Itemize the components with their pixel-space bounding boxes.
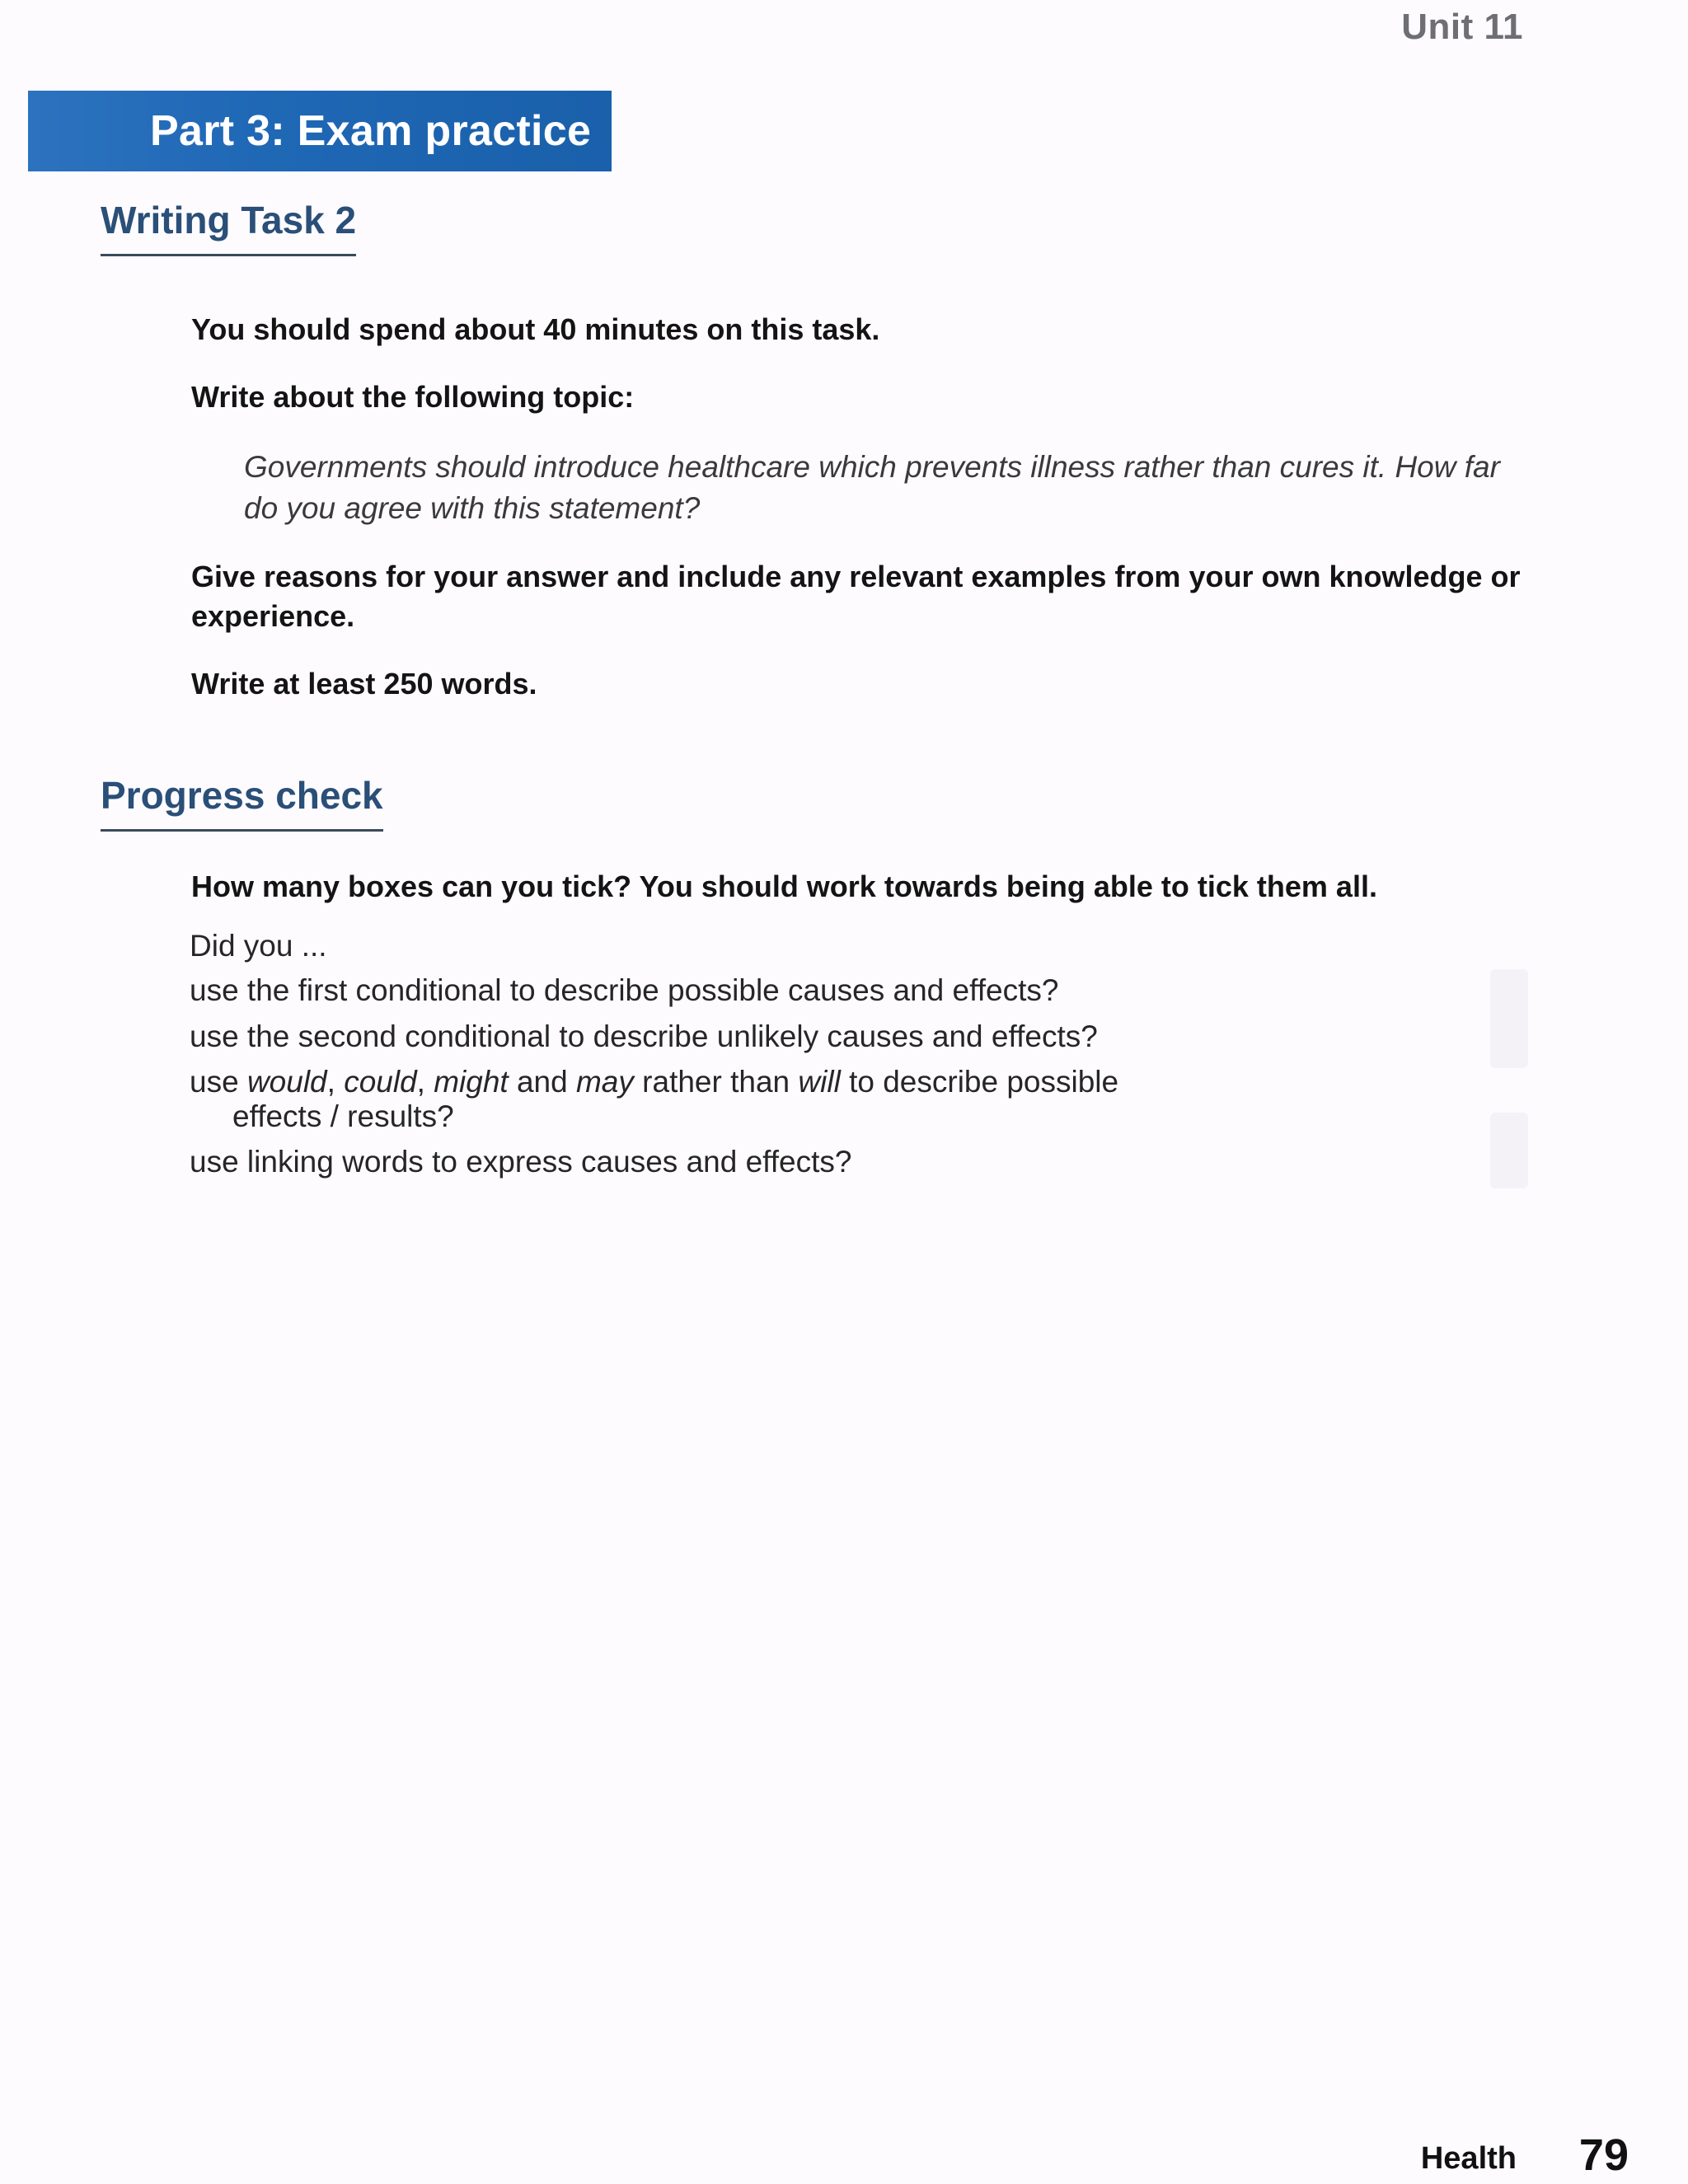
word-count-instruction: Write at least 250 words.: [191, 667, 537, 701]
progress-check-heading: Progress check: [101, 773, 383, 832]
item-text: rather than: [633, 1065, 799, 1099]
item-italic-may: may: [575, 1065, 634, 1099]
footer-section-label: Health: [1420, 2141, 1517, 2176]
item-text: use: [190, 1065, 247, 1099]
part-banner-title: Part 3: Exam practice: [150, 107, 592, 155]
did-you-label: Did you ...: [190, 929, 327, 963]
part-banner: [28, 91, 612, 171]
item-italic-might: might: [434, 1065, 509, 1099]
item-italic-could: could: [344, 1065, 417, 1099]
time-instruction: You should spend about 40 minutes on this task.: [191, 312, 880, 346]
item-continuation: effects / results?: [232, 1099, 454, 1133]
tick-box[interactable]: [1490, 969, 1528, 1068]
item-text: and: [508, 1065, 576, 1099]
item-text: ,: [326, 1065, 345, 1099]
checklist-item: use the second conditional to describe unlikely causes and effects?: [190, 1019, 1098, 1053]
writing-task-heading: Writing Task 2: [101, 198, 356, 256]
item-text: ,: [416, 1065, 434, 1099]
item-italic-would: would: [246, 1065, 327, 1099]
checklist-item: use the first conditional to describe possible causes and effects?: [190, 973, 1059, 1007]
reasons-instruction: Give reasons for your answer and include any relevant examples from your own knowledge or experience.: [191, 560, 1521, 633]
item-italic-will: will: [798, 1065, 841, 1099]
tick-box[interactable]: [1490, 1113, 1528, 1188]
checklist-item: use linking words to express causes and effects?: [190, 1145, 852, 1179]
unit-label: Unit 11: [1401, 7, 1523, 47]
page-number: 79: [1578, 2130, 1629, 2180]
checklist-item: [190, 1065, 1261, 1134]
progress-check-intro: How many boxes can you tick? You should work towards being able to tick them all.: [191, 869, 1377, 903]
essay-topic: Governments should introduce healthcare which prevents illness rather than cures it. How far do you agree with this statement?: [244, 450, 1500, 525]
item-text: to describe possible: [840, 1065, 1119, 1099]
checklist: [190, 928, 1261, 1190]
topic-instruction: Write about the following topic:: [191, 380, 635, 414]
